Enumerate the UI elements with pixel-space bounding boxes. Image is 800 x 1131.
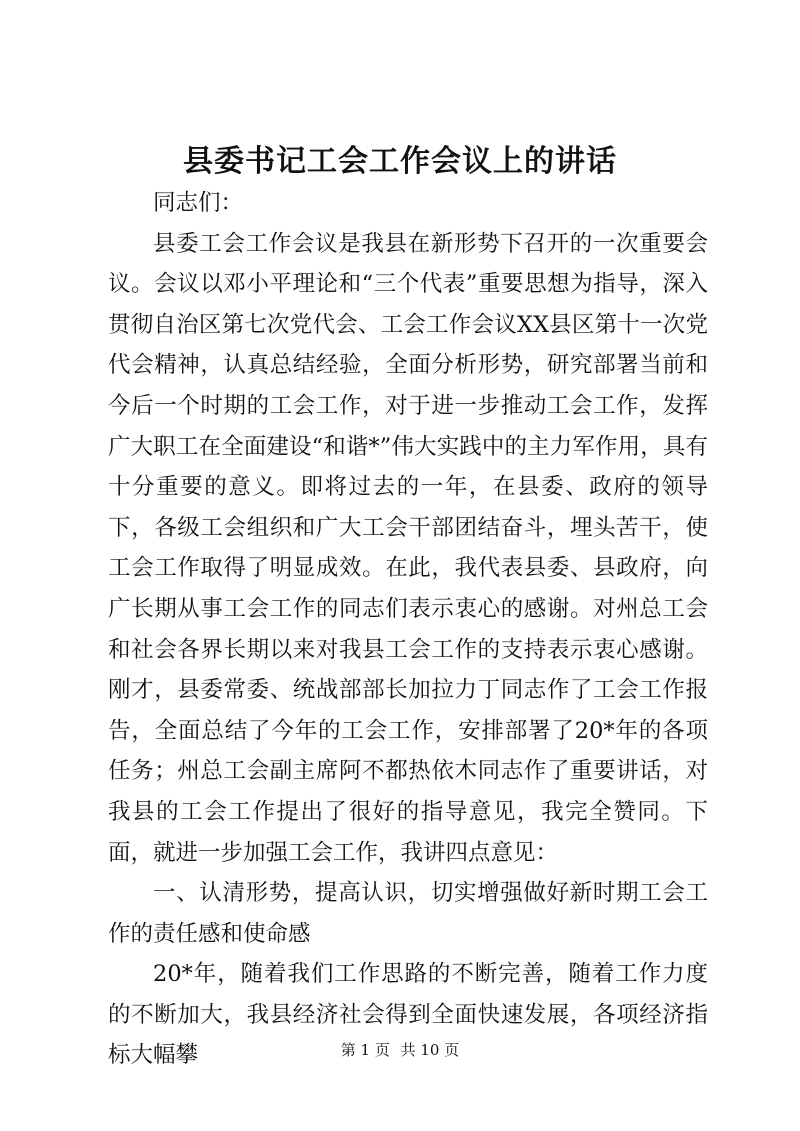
opening-paragraph: 县委工会工作会议是我县在新形势下召开的一次重要会议。会议以邓小平理论和“三个代表”重要思想为指导，深入贯彻自治区第七次党代会、工会工作会议XX县区第十一次党代会精神，认真总结经验，全面分析形势，研究部署当前和今后一个时期的工会工作，对于进一步推动工会工作，发挥广大职工在全面建设“和谐*”伟大实践中的主力军作用，具有十分重要的意义。即将过去的一年，在县委、政府的领导下，各级工会组织和广大工会干部团结奋斗，埋头苦干，使工会工作取得了明显成效。在此，我代表县委、县政府，向广长期从事工会工作的同志们表示衷心的感谢。对州总工会和社会各界长期以来对我县工会工作的支持表示衷心感谢。刚才，县委常委、统战部部长加拉力丁同志作了工会工作报告，全面总结了今年的工会工作，安排部署了20*年的各项任务；州总工会副主席阿不都热依木同志作了重要讲话，对我县的工会工作提出了很好的指导意见，我完全赞同。下面，就进一步加强工会工作，我讲四点意见： bbox=[108, 230, 708, 866]
page-number: 第 1 页 bbox=[340, 1041, 390, 1059]
page-footer bbox=[0, 1040, 800, 1060]
document-title: 县委书记工会工作会议上的讲话 bbox=[183, 144, 617, 179]
page-total: 共 10 页 bbox=[400, 1041, 460, 1059]
salutation-paragraph: 同志们： bbox=[153, 190, 244, 216]
body-paragraph: 20*年，随着我们工作思路的不断完善，随着工作力度的不断加大，我县经济社会得到全面快速发展，各项经济指标大幅攀 bbox=[108, 961, 708, 1069]
section-heading-paragraph: 一、认清形势，提高认识，切实增强做好新时期工会工作的责任感和使命感 bbox=[108, 880, 708, 947]
document-body bbox=[108, 183, 708, 1076]
